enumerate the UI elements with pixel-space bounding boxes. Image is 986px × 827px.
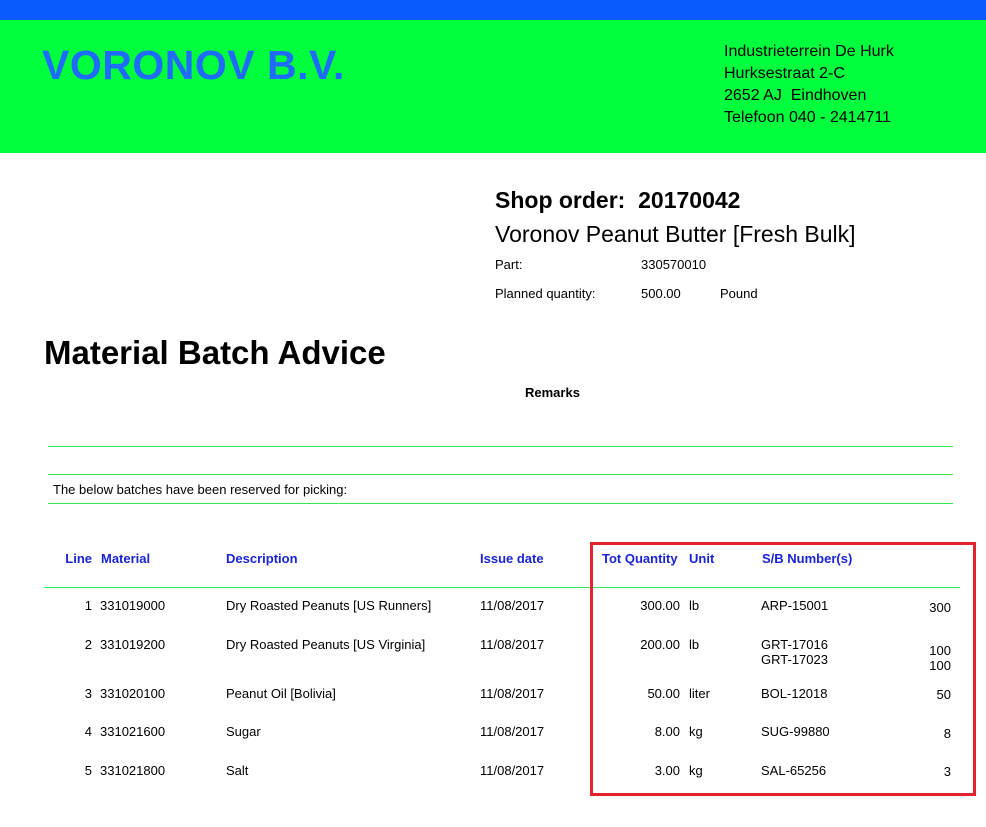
cell-description: Sugar xyxy=(226,724,261,739)
cell-description: Dry Roasted Peanuts [US Runners] xyxy=(226,598,432,613)
cell-unit: liter xyxy=(689,686,710,701)
cell-description: Dry Roasted Peanuts [US Virginia] xyxy=(226,637,426,652)
cell-unit: kg xyxy=(689,724,703,739)
column-header-unit: Unit xyxy=(689,551,715,566)
cell-tot-quantity: 200.00 xyxy=(640,637,680,652)
cell-batch-quantity: 8 xyxy=(943,726,951,741)
cell-unit: lb xyxy=(689,637,700,652)
cell-issue-date: 11/08/2017 xyxy=(480,637,545,652)
column-header-tot-quantity: Tot Quantity xyxy=(602,551,678,566)
remarks-label: Remarks xyxy=(525,385,580,400)
top-accent-bar xyxy=(0,0,986,20)
cell-material: 331021800 xyxy=(100,763,166,778)
cell-line: 4 xyxy=(84,724,92,739)
column-header-issue-date: Issue date xyxy=(480,551,544,566)
planned-quantity-label: Planned quantity: xyxy=(495,286,596,301)
cell-material: 331019000 xyxy=(100,598,166,613)
address-line: 2652 AJ Eindhoven xyxy=(724,87,867,104)
divider xyxy=(48,503,953,504)
cell-line: 5 xyxy=(84,763,92,778)
planned-quantity-value: 500.00 xyxy=(641,286,681,301)
highlight-box xyxy=(590,542,976,796)
cell-material: 331019200 xyxy=(100,637,166,652)
cell-material: 331020100 xyxy=(100,686,166,701)
cell-line: 3 xyxy=(84,686,92,701)
column-header-sb-numbers: S/B Number(s) xyxy=(762,551,853,566)
cell-batch-quantity: 100 xyxy=(929,643,951,658)
product-name: Voronov Peanut Butter [Fresh Bulk] xyxy=(495,221,856,247)
cell-description: Peanut Oil [Bolivia] xyxy=(226,686,336,701)
cell-unit: kg xyxy=(689,763,703,778)
cell-tot-quantity: 3.00 xyxy=(654,763,680,778)
part-value: 330570010 xyxy=(641,257,707,272)
column-header-material: Material xyxy=(101,551,151,566)
cell-line: 1 xyxy=(84,598,92,613)
address-line: Telefoon 040 - 2414711 xyxy=(724,109,891,126)
part-label: Part: xyxy=(495,257,523,272)
cell-tot-quantity: 300.00 xyxy=(640,598,680,613)
cell-sb-number: SAL-65256 xyxy=(761,763,827,778)
address-line: Industrieterrein De Hurk xyxy=(724,43,894,60)
cell-batch-quantity: 300 xyxy=(929,600,951,615)
address-line: Hurksestraat 2-C xyxy=(724,65,845,82)
company-address xyxy=(724,41,894,129)
cell-batch-quantity: 3 xyxy=(943,764,951,779)
reservation-note: The below batches have been reserved for picking: xyxy=(53,482,348,497)
cell-batch-quantity: 100 xyxy=(929,658,951,673)
cell-sb-number: GRT-17016 xyxy=(761,637,828,652)
company-header xyxy=(0,20,986,153)
shop-order-label: Shop order: xyxy=(495,187,626,213)
divider xyxy=(48,474,953,475)
cell-line: 2 xyxy=(84,637,92,652)
cell-sb-number: SUG-99880 xyxy=(761,724,830,739)
document-title: Material Batch Advice xyxy=(44,334,386,371)
cell-description: Salt xyxy=(226,763,249,778)
cell-tot-quantity: 8.00 xyxy=(654,724,680,739)
cell-sb-number: GRT-17023 xyxy=(761,652,828,667)
company-name: VORONOV B.V. xyxy=(42,42,345,88)
cell-sb-number: BOL-12018 xyxy=(761,686,828,701)
shop-order-number: 20170042 xyxy=(638,187,741,213)
cell-issue-date: 11/08/2017 xyxy=(480,763,545,778)
cell-issue-date: 11/08/2017 xyxy=(480,686,545,701)
cell-tot-quantity: 50.00 xyxy=(647,686,680,701)
cell-material: 331021600 xyxy=(100,724,166,739)
cell-issue-date: 11/08/2017 xyxy=(480,724,545,739)
divider xyxy=(48,446,953,447)
shop-order-heading xyxy=(495,187,740,214)
cell-issue-date: 11/08/2017 xyxy=(480,598,545,613)
cell-batch-quantity: 50 xyxy=(936,687,951,702)
cell-sb-number: ARP-15001 xyxy=(761,598,829,613)
planned-quantity-unit: Pound xyxy=(720,286,758,301)
column-header-description: Description xyxy=(226,551,298,566)
cell-unit: lb xyxy=(689,598,700,613)
column-header-line: Line xyxy=(65,551,92,566)
